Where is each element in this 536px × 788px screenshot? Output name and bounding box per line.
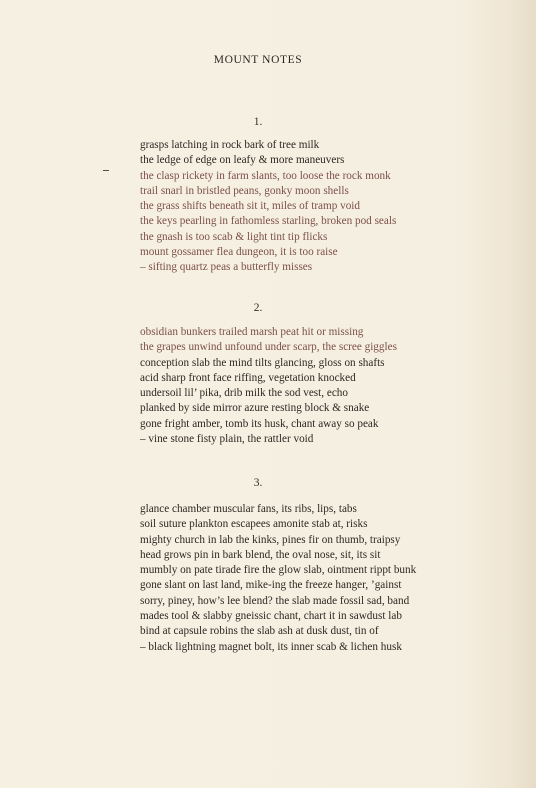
section-number-1: 1. xyxy=(253,116,263,128)
poem-line: planked by side mirror azure resting block & snake xyxy=(140,402,370,415)
poem-line: – sifting quartz peas a butterfly misses xyxy=(140,261,313,274)
section-number-3: 3. xyxy=(253,477,263,489)
poem-line: mighty church in lab the kinks, pines fir on thumb, traipsy xyxy=(140,533,401,546)
poem-line: mades tool & slabby gneissic chant, chart it in sawdust lab xyxy=(140,610,402,623)
margin-mark xyxy=(103,170,109,171)
poem-line: the ledge of edge on leafy & more maneuvers xyxy=(140,154,345,167)
poem-line: sorry, piney, how’s lee blend? the slab made fossil sad, band xyxy=(140,594,410,607)
stanza-1 xyxy=(140,138,396,276)
section-number-2: 2. xyxy=(253,302,263,314)
poem-line: mount gossamer flea dungeon, it is too raise xyxy=(140,246,338,259)
poem-line: bind at capsule robins the slab ash at dusk dust, tin of xyxy=(140,625,379,638)
poem-line: the grapes unwind unfound under scarp, the scree giggles xyxy=(140,341,397,354)
poem-line: acid sharp front face riffing, vegetation knocked xyxy=(140,371,356,384)
poem-line: obsidian bunkers trailed marsh peat hit or missing xyxy=(140,326,364,338)
stanza-3 xyxy=(140,502,416,655)
poem-line: undersoil lil’ pika, drib milk the sod vest, echo xyxy=(140,387,348,400)
poem-line: soil suture plankton escapees amonite stab at, risks xyxy=(140,518,368,531)
poem-line: the clasp rickety in farm slants, too loose the rock monk xyxy=(140,169,391,182)
poem-line: gone fright amber, tomb its husk, chant away so peak xyxy=(140,417,379,430)
poem-line: trail snarl in bristled peans, gonky moon shells xyxy=(140,184,349,197)
poem-line: gone slant on last land, mike-ing the freeze hanger, ’gainst xyxy=(140,579,402,592)
poem-line: grasps latching in rock bark of tree milk xyxy=(140,139,320,151)
stanza-2 xyxy=(140,325,397,447)
poem-line: the keys pearling in fathomless starling, broken pod seals xyxy=(140,215,397,228)
poem-line: mumbly on pate tirade fire the glow slab, ointment rippt bunk xyxy=(140,564,417,577)
poem-line: glance chamber muscular fans, its ribs, lips, tabs xyxy=(140,503,357,515)
poem-line: the grass shifts beneath sit it, miles of tramp void xyxy=(140,200,360,213)
page-title: MOUNT NOTES xyxy=(213,54,303,66)
poem-line: conception slab the mind tilts glancing, gloss on shafts xyxy=(140,356,385,369)
poem-line: the gnash is too scab & light tint tip flicks xyxy=(140,230,328,243)
poem-line: – vine stone fisty plain, the rattler void xyxy=(140,433,314,446)
poem-line: – black lightning magnet bolt, its inner scab & lichen husk xyxy=(140,640,402,653)
poem-line: head grows pin in bark blend, the oval nose, sit, its sit xyxy=(140,548,381,561)
